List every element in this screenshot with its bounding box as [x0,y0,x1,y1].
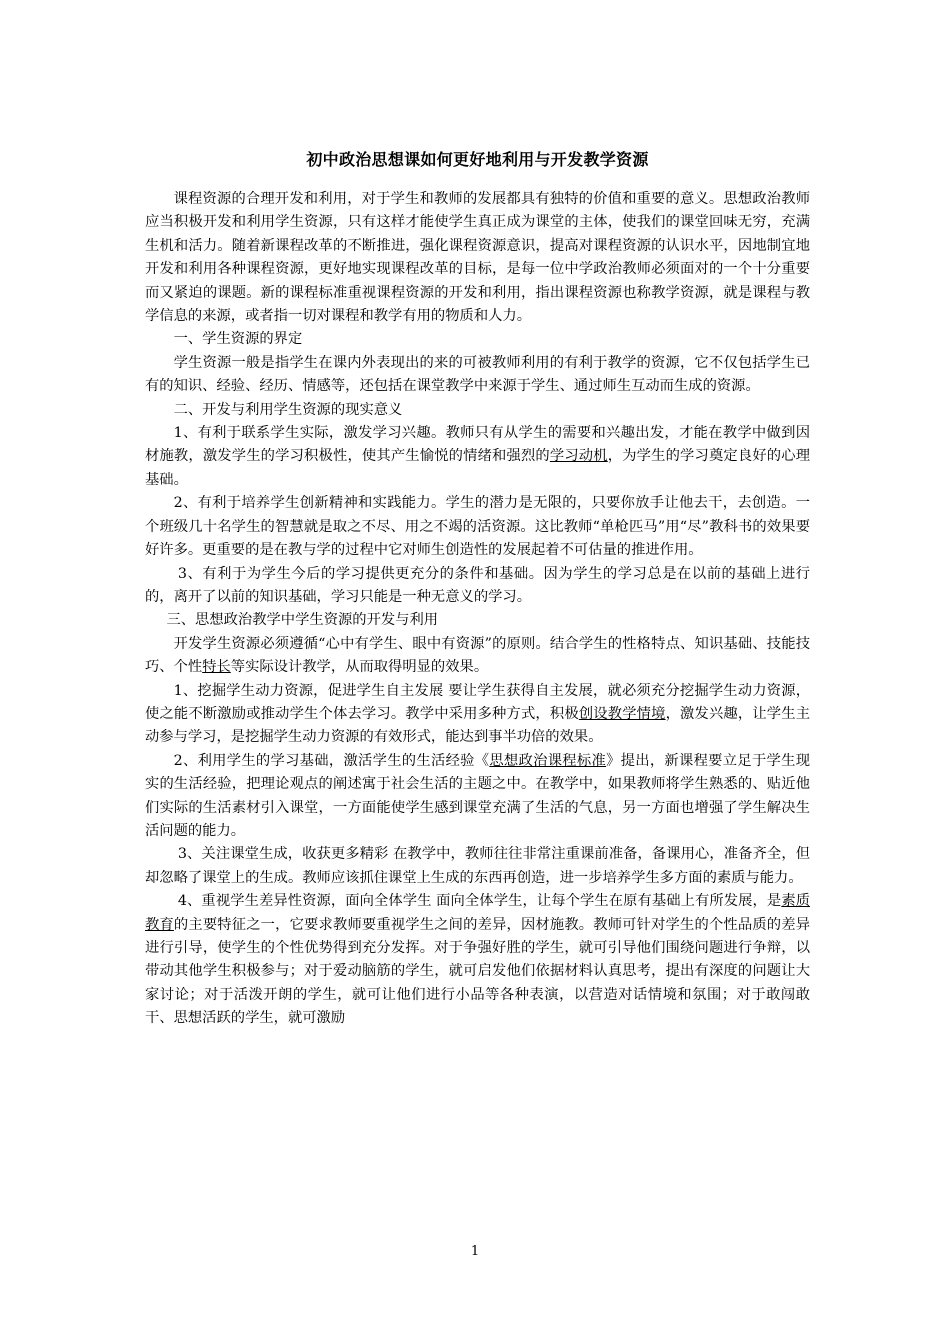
paragraph-significance-2: 2、有利于培养学生创新精神和实践能力。学生的潜力是无限的，只要你放手让他去干，去创造。一个班级几十名学生的智慧就是取之不尽、用之不竭的活资源。这比教师“单枪匹马”用“尽”教科书的效果要好许多。更重要的是在教与学的过程中它对师生创造性的发展起着不可估量的推进作用。 [145,495,810,559]
text-span: 》提出，新课程要立足于学生现实的生活经验，把理论观点的阐述寓于社会生活的主题之中。在教学中，如果教师将学生熟悉的、贴近他们实际的生活素材引入课堂，一方面能使学生感到课堂充满了生活的气息，另一方面也增强了学生解决生活问题的能力。 [145,752,811,839]
paragraph-student-resource-definition: 学生资源一般是指学生在课内外表现出的来的可被教师利用的有利于教学的资源，它不仅包括学生已有的知识、经验、经历、情感等，还包括在课堂教学中来源于学生、通过师生互动而生成的资源。 [145,354,810,395]
link-teaching-situation[interactable]: 创设教学情境 [578,705,666,722]
text-span: 2、利用学生的学习基础，激活学生的生活经验《 [173,752,490,769]
paragraph-significance-1 [145,422,810,492]
paragraph-method-1 [145,680,810,750]
text-span: 4、重视学生差异性资源，面向全体学生 面向全体学生，让每个学生在原有基础上有所发展，是 [177,893,782,910]
text-span: ，激发兴趣，让学生主动参与学习，是挖掘学生动力资源的有效形式，能达到事半功倍的效果。 [145,705,811,746]
text-span: 开发学生资源必须遵循“心中有学生、眼中有资源”的原则。结合学生的性格特点、知识基础、技能技巧、个性 [145,635,810,676]
paragraph-principle [145,633,810,680]
link-curriculum-standard[interactable]: 思想政治课程标准 [489,752,607,769]
section-heading-2: 二、开发与利用学生资源的现实意义 [173,401,403,418]
section-heading-1: 一、学生资源的界定 [173,331,303,348]
text-span: 的主要特征之一，它要求教师要重视学生之间的差异，因材施教。教师可针对学生的个性品质的差异进行引导，使学生的个性优势得到充分发挥。对于争强好胜的学生，就可引导他们围绕问题进行争辩，以带动其他学生积极参与；对于爱动脑筋的学生，就可启发他们依据材料认真思考，提出有深度的问题让大家讨论；对于活泼开朗的学生，就可让他们进行小品等各种表演，以营造对话情境和氛围；对于敢闯敢干、思想活跃的学生，就可激励 [145,916,810,1027]
document-body [145,148,810,1031]
link-quality-education[interactable]: 素质教育 [145,893,811,933]
section-heading-3: 三、思想政治教学中学生资源的开发与利用 [166,612,439,629]
intro-paragraph: 课程资源的合理开发和利用，对于学生和教师的发展都具有独特的价值和重要的意义。思想政治教师应当积极开发和利用学生资源，只有这样才能使学生真正成为课堂的主体，使我们的课堂回味无穷，充满生机和活力。随着新课程改革的不断推进，强化课程资源意识，提高对课程资源的认识水平，因地制宜地开发和利用各种课程资源，更好地实现课程改革的目标，是每一位中学政治教师必须面对的一个十分重要而又紧迫的课题。新的课程标准重视课程资源的开发和利用，指出课程资源也称教学资源，就是课程与教学信息的来源，或者指一切对课程和教学有用的物质和人力。 [145,191,810,325]
link-specialty[interactable]: 特长 [202,659,231,676]
paragraph-significance-3: 3、有利于为学生今后的学习提供更充分的条件和基础。因为学生的学习总是在以前的基础上进行的，离开了以前的知识基础，学习只能是一种无意义的学习。 [145,565,810,605]
document-title: 初中政治思想课如何更好地利用与开发教学资源 [306,150,649,169]
paragraph-method-3: 3、关注课堂生成，收获更多精彩 在教学中，教师往往非常注重课前准备，备课用心，准备齐全，但却忽略了课堂上的生成。教师应该抓住课堂上生成的东西再创造，进一步培养学生多方面的素质与能力。 [145,846,810,886]
link-learning-motivation[interactable]: 学习动机 [549,448,608,465]
text-span: 等实际设计教学，从而取得明显的效果。 [230,659,489,676]
page-number: 1 [470,1244,480,1259]
paragraph-method-2 [145,750,810,844]
text-span: 1、挖掘学生动力资源，促进学生自主发展 要让学生获得自主发展，就必须充分挖掘学生动力资源，使之能不断激励或推动学生个体去学习。教学中采用多种方式，积极 [145,682,810,722]
paragraph-method-4 [145,890,810,1030]
text-span: 1、有利于联系学生实际，激发学习兴趣。教师只有从学生的需要和兴趣出发，才能在教学中做到因材施教，激发学生的学习积极性，使其产生愉悦的情绪和强烈的 [145,425,810,465]
text-span: ，为学生的学习奠定良好的心理基础。 [145,448,811,488]
